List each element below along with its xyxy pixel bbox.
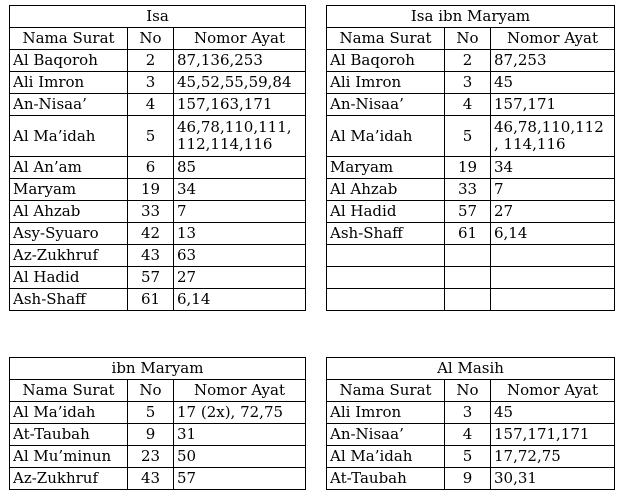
surah-number-cell: 3 xyxy=(128,72,174,94)
verse-numbers-cell: 34 xyxy=(491,157,615,179)
table-row xyxy=(10,157,306,179)
surah-name-cell: Al Ma’idah xyxy=(10,116,128,157)
table-row xyxy=(10,446,306,468)
column-header-nomor-ayat: Nomor Ayat xyxy=(174,28,306,50)
surah-number-cell: 5 xyxy=(128,402,174,424)
surah-name-cell: An-Nisaa’ xyxy=(327,94,445,116)
column-header-no: No xyxy=(128,380,174,402)
column-header-nama-surat: Nama Surat xyxy=(10,380,128,402)
table-row xyxy=(10,179,306,201)
surah-name-cell: Ali Imron xyxy=(10,72,128,94)
table-row xyxy=(327,50,615,72)
verse-numbers-cell: 50 xyxy=(174,446,306,468)
surah-number-cell: 3 xyxy=(445,402,491,424)
verse-numbers-cell: 157,163,171 xyxy=(174,94,306,116)
verse-numbers-cell: 27 xyxy=(174,267,306,289)
surah-number-cell: 5 xyxy=(445,116,491,157)
surah-number-cell: 33 xyxy=(128,201,174,223)
surah-name-cell: Ash-Shaff xyxy=(10,289,128,311)
surah-name-cell: Ali Imron xyxy=(327,402,445,424)
surah-number-cell: 42 xyxy=(128,223,174,245)
verse-numbers-cell: 63 xyxy=(174,245,306,267)
table-header-row xyxy=(10,380,306,402)
column-header-nama-surat: Nama Surat xyxy=(10,28,128,50)
surah-number-cell: 33 xyxy=(445,179,491,201)
verse-numbers-cell: 87,253 xyxy=(491,50,615,72)
table-row xyxy=(327,179,615,201)
surah-number-cell: 4 xyxy=(128,94,174,116)
table-title: ibn Maryam xyxy=(10,358,306,380)
surah-name-cell xyxy=(327,267,445,289)
surah-name-cell: An-Nisaa’ xyxy=(10,94,128,116)
surah-number-cell: 43 xyxy=(128,468,174,490)
surah-number-cell: 2 xyxy=(445,50,491,72)
verse-numbers-cell: 17 (2x), 72,75 xyxy=(174,402,306,424)
surah-number-cell: 19 xyxy=(128,179,174,201)
table-row xyxy=(327,245,615,267)
surah-name-cell: Az-Zukhruf xyxy=(10,468,128,490)
table-row xyxy=(10,72,306,94)
table-row xyxy=(10,424,306,446)
surah-name-cell: At-Taubah xyxy=(10,424,128,446)
surah-number-cell: 57 xyxy=(128,267,174,289)
surah-number-cell: 61 xyxy=(445,223,491,245)
surah-number-cell xyxy=(445,245,491,267)
table-header-row xyxy=(327,28,615,50)
verse-numbers-cell xyxy=(491,289,615,311)
verse-numbers-cell: 6,14 xyxy=(491,223,615,245)
table-row xyxy=(327,223,615,245)
surah-name-cell: Al Hadid xyxy=(10,267,128,289)
verse-numbers-cell: 157,171,171 xyxy=(491,424,615,446)
verse-numbers-cell: 85 xyxy=(174,157,306,179)
verse-numbers-cell: 30,31 xyxy=(491,468,615,490)
surah-number-cell: 3 xyxy=(445,72,491,94)
table-row xyxy=(327,424,615,446)
table-title: Al Masih xyxy=(327,358,615,380)
surah-name-cell: Az-Zukhruf xyxy=(10,245,128,267)
verse-numbers-cell: 87,136,253 xyxy=(174,50,306,72)
column-header-nomor-ayat: Nomor Ayat xyxy=(174,380,306,402)
surah-number-cell: 23 xyxy=(128,446,174,468)
table-title: Isa xyxy=(10,6,306,28)
table-row xyxy=(10,50,306,72)
table-ibn-maryam xyxy=(9,357,306,490)
table-row xyxy=(10,267,306,289)
verse-numbers-cell: 31 xyxy=(174,424,306,446)
surah-number-cell: 6 xyxy=(128,157,174,179)
verse-numbers-cell: 45 xyxy=(491,402,615,424)
surah-name-cell: Al Baqoroh xyxy=(10,50,128,72)
column-header-no: No xyxy=(445,28,491,50)
table-row xyxy=(327,201,615,223)
surah-name-cell: At-Taubah xyxy=(327,468,445,490)
table-row xyxy=(10,201,306,223)
column-header-nama-surat: Nama Surat xyxy=(327,28,445,50)
surah-name-cell: Al Ahzab xyxy=(327,179,445,201)
verse-numbers-cell: 17,72,75 xyxy=(491,446,615,468)
table-row xyxy=(327,289,615,311)
surah-number-cell: 61 xyxy=(128,289,174,311)
verse-numbers-cell: 157,171 xyxy=(491,94,615,116)
verse-numbers-cell: 46,78,110,112 , 114,116 xyxy=(491,116,615,157)
surah-name-cell: Al Mu’minun xyxy=(10,446,128,468)
surah-name-cell: Al Ma’idah xyxy=(10,402,128,424)
surah-number-cell: 2 xyxy=(128,50,174,72)
table-row xyxy=(10,468,306,490)
table-row xyxy=(327,157,615,179)
surah-number-cell: 4 xyxy=(445,424,491,446)
table-row xyxy=(327,94,615,116)
surah-name-cell: Maryam xyxy=(327,157,445,179)
table-title: Isa ibn Maryam xyxy=(327,6,615,28)
verse-numbers-cell: 57 xyxy=(174,468,306,490)
table-al-masih xyxy=(326,357,615,490)
surah-number-cell xyxy=(445,267,491,289)
table-isa-ibn-maryam xyxy=(326,5,615,311)
verse-numbers-cell: 13 xyxy=(174,223,306,245)
column-header-no: No xyxy=(445,380,491,402)
surah-name-cell xyxy=(327,289,445,311)
verse-numbers-cell: 34 xyxy=(174,179,306,201)
surah-name-cell: Asy-Syuaro xyxy=(10,223,128,245)
surah-name-cell: Al Ma’idah xyxy=(327,116,445,157)
surah-number-cell: 5 xyxy=(445,446,491,468)
surah-number-cell xyxy=(445,289,491,311)
verse-numbers-cell xyxy=(491,245,615,267)
table-header-row xyxy=(327,380,615,402)
surah-name-cell: Maryam xyxy=(10,179,128,201)
verse-numbers-cell: 7 xyxy=(174,201,306,223)
table-row xyxy=(327,446,615,468)
column-header-nomor-ayat: Nomor Ayat xyxy=(491,28,615,50)
surah-name-cell: Al Ma’idah xyxy=(327,446,445,468)
table-row xyxy=(327,72,615,94)
surah-name-cell: Ash-Shaff xyxy=(327,223,445,245)
table-row xyxy=(10,402,306,424)
table-header-row xyxy=(10,28,306,50)
surah-name-cell: Ali Imron xyxy=(327,72,445,94)
table-row xyxy=(327,468,615,490)
table-row xyxy=(10,116,306,157)
table-row xyxy=(327,267,615,289)
table-row xyxy=(10,223,306,245)
column-header-nomor-ayat: Nomor Ayat xyxy=(491,380,615,402)
verse-numbers-cell: 7 xyxy=(491,179,615,201)
table-row xyxy=(10,289,306,311)
surah-number-cell: 4 xyxy=(445,94,491,116)
surah-name-cell xyxy=(327,245,445,267)
surah-name-cell: An-Nisaa’ xyxy=(327,424,445,446)
verse-numbers-cell: 45 xyxy=(491,72,615,94)
verse-numbers-cell: 46,78,110,111, 112,114,116 xyxy=(174,116,306,157)
surah-name-cell: Al Hadid xyxy=(327,201,445,223)
surah-number-cell: 5 xyxy=(128,116,174,157)
column-header-nama-surat: Nama Surat xyxy=(327,380,445,402)
table-row xyxy=(327,402,615,424)
surah-number-cell: 9 xyxy=(445,468,491,490)
verse-numbers-cell: 27 xyxy=(491,201,615,223)
table-row xyxy=(10,245,306,267)
surah-name-cell: Al Ahzab xyxy=(10,201,128,223)
table-row xyxy=(10,94,306,116)
column-header-no: No xyxy=(128,28,174,50)
surah-number-cell: 43 xyxy=(128,245,174,267)
surah-name-cell: Al Baqoroh xyxy=(327,50,445,72)
verse-numbers-cell xyxy=(491,267,615,289)
surah-number-cell: 9 xyxy=(128,424,174,446)
verse-numbers-cell: 45,52,55,59,84 xyxy=(174,72,306,94)
surah-number-cell: 57 xyxy=(445,201,491,223)
surah-name-cell: Al An’am xyxy=(10,157,128,179)
table-isa xyxy=(9,5,306,311)
surah-number-cell: 19 xyxy=(445,157,491,179)
verse-numbers-cell: 6,14 xyxy=(174,289,306,311)
table-row xyxy=(327,116,615,157)
